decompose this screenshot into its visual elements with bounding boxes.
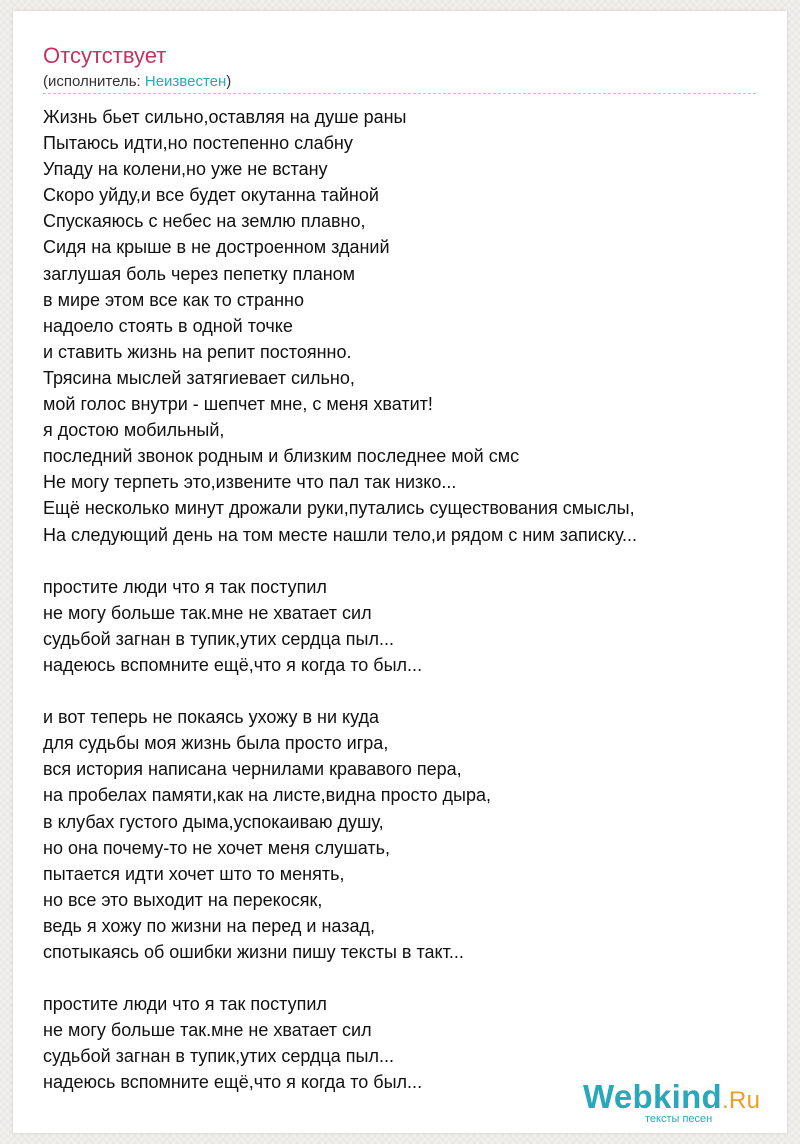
- lyric-line: Трясина мыслей затягиевает сильно,: [43, 367, 355, 388]
- lyric-line: Не могу терпеть это,извените что пал так низко...: [43, 472, 457, 493]
- lyric-line: на пробелах памяти,как на листе,видна просто дыра,: [43, 785, 492, 806]
- performer-name-link[interactable]: Неизвестен: [144, 73, 227, 90]
- lyric-line: пытается идти хочет што то менять,: [43, 863, 345, 884]
- lyric-line: На следующий день на том месте нашли тело,и рядом с ним записку...: [43, 524, 638, 545]
- lyric-line: в клубах густого дыма,успокаиваю душу,: [43, 811, 384, 832]
- lyric-line: и ставить жизнь на репит постоянно.: [43, 341, 352, 362]
- lyric-line: простите люди что я так поступил: [43, 576, 327, 597]
- lyric-line: не могу больше так.мне не хватает сил: [43, 1020, 372, 1041]
- lyric-line: Спускаяюсь с небес на землю плавно,: [43, 211, 366, 232]
- lyric-line: не могу больше так.мне не хватает сил: [43, 602, 372, 623]
- stanza-break: [43, 678, 763, 704]
- lyric-line: спотыкаясь об ошибки жизни пишу тексты в такт...: [43, 942, 464, 962]
- stanza-break: [43, 965, 763, 991]
- logo-domain-suffix: .Ru: [722, 1087, 761, 1114]
- lyric-line: ведь я хожу по жизни на перед и назад,: [43, 915, 375, 936]
- lyric-line: простите люди что я так поступил: [43, 994, 327, 1015]
- lyric-line: судьбой загнан в тупик,утих сердца пыл...: [43, 628, 394, 649]
- lyric-line: но она почему-то не хочет меня слушать,: [43, 837, 390, 858]
- lyric-line: последний звонок родным и близким последнее мой смс: [43, 446, 520, 467]
- lyric-line: Упаду на колени,но уже не встану: [43, 159, 328, 180]
- lyric-line: но все это выходит на перекосяк,: [43, 889, 323, 910]
- lyric-line: вся история написана чернилами крававого пера,: [43, 759, 462, 780]
- lyric-line: для судьбы моя жизнь была просто игра,: [43, 733, 389, 754]
- lyric-line: надеюсь вспомните ещё,что я когда то был...: [43, 1072, 423, 1093]
- header-divider: [43, 93, 756, 94]
- performer-line: [43, 72, 231, 92]
- lyric-line: заглушая боль через пепетку планом: [43, 263, 356, 284]
- lyric-line: надоело стоять в одной точке: [43, 315, 293, 336]
- logo-main-text: Webkind: [583, 1078, 722, 1115]
- lyrics-text: [43, 104, 763, 1096]
- lyric-line: и вот теперь не покаясь ухожу в ни куда: [43, 707, 379, 728]
- lyric-line: Сидя на крыше в не достроенном зданий: [43, 237, 390, 258]
- performer-prefix: (исполнитель:: [43, 73, 145, 90]
- lyric-line: Ещё несколько минут дрожали руки,путались существования смыслы,: [43, 498, 635, 519]
- site-logo[interactable]: [583, 1078, 778, 1130]
- lyric-line: судьбой загнан в тупик,утих сердца пыл...: [43, 1046, 394, 1067]
- lyric-line: надеюсь вспомните ещё,что я когда то был...: [43, 654, 423, 675]
- lyric-line: в мире этом все как то странно: [43, 289, 304, 310]
- lyric-line: мой голос внутри - шепчет мне, с меня хватит!: [43, 394, 433, 415]
- performer-suffix: ): [226, 73, 232, 90]
- lyric-line: Скоро уйду,и все будет окутанна тайной: [43, 185, 379, 206]
- logo-tagline: тексты песен: [645, 1113, 713, 1125]
- lyric-line: Жизнь бьет сильно,оставляя на душе раны: [43, 107, 407, 127]
- stanza-break: [43, 548, 763, 574]
- lyric-line: я достою мобильный,: [43, 420, 225, 441]
- song-title: Отсутствует: [43, 43, 167, 68]
- lyric-line: Пытаюсь идти,но постепенно слабну: [43, 133, 353, 154]
